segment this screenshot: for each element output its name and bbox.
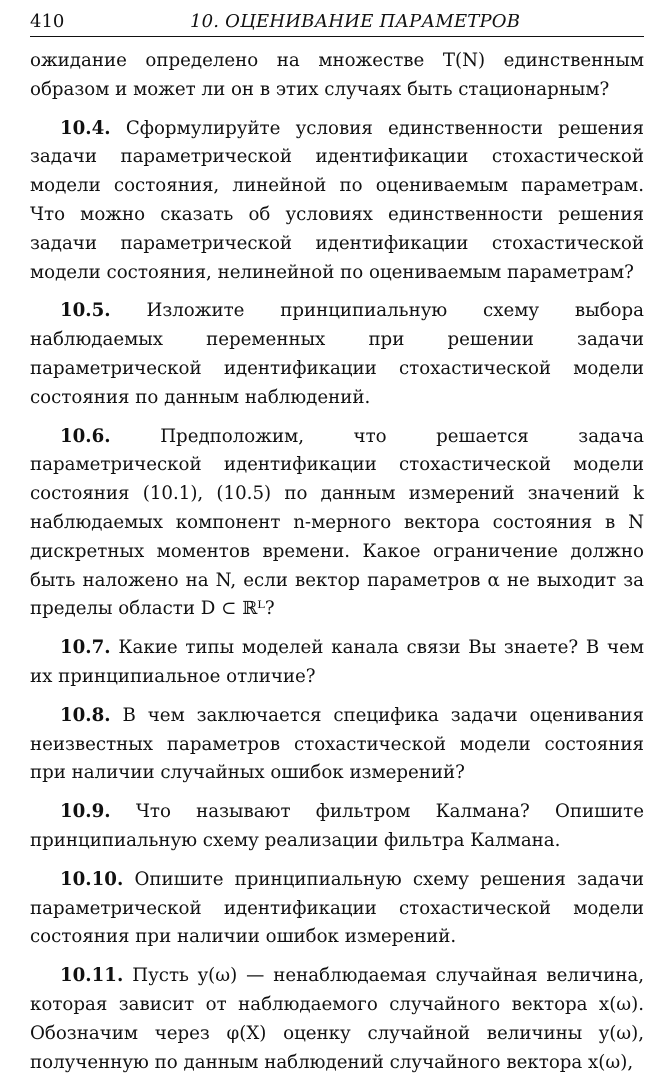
exercise-text: Пусть y(ω) — ненаблюдаемая случайная величина, которая зависит от наблюдаемого случайного вектора x(ω). Обозначим через φ(X) оценку случайной величины y(ω), полученную по данным наблюдений случайного вектора x(ω),	[30, 965, 644, 1073]
exercise-10-7	[30, 634, 644, 692]
exercise-number: 10.9.	[60, 801, 111, 823]
exercise-10-6	[30, 423, 644, 625]
book-page	[30, 10, 644, 1087]
exercise-text: В чем заключается специфика задачи оценивания неизвестных параметров стохастической модели состояния при наличии случайных ошибок измерений?	[30, 704, 644, 784]
exercise-text: Что называют фильтром Калмана? Опишите принципиальную схему реализации фильтра Калмана.	[30, 801, 644, 851]
exercise-10-8	[30, 702, 644, 788]
exercise-10-10	[30, 866, 644, 952]
exercise-text: Сформулируйте условия единственности решения задачи параметрической идентификации стохастической модели состояния, линейной по оцениваемым параметрам. Что можно сказать об условиях единственности решения задачи параметрической идентификации стохастической модели состояния, нелинейной по оцениваемым параметрам?	[30, 117, 644, 283]
paragraph-text: ожидание определено на множестве T(N) единственным образом и может ли он в этих случаях быть стационарным?	[30, 50, 644, 100]
exercise-number: 10.6.	[60, 425, 111, 447]
exercise-number: 10.11.	[60, 965, 124, 987]
exercise-number: 10.10.	[60, 868, 124, 890]
exercise-10-5	[30, 297, 644, 412]
page-body	[30, 47, 644, 1077]
exercise-text: Предположим, что решается задача параметрической идентификации стохастической модели состояния (10.1), (10.5) по данным измерений значений k наблюдаемых компонент n-мерного вектора состояния в N дискретных моментов времени. Какое ограничение должно быть наложено на N, если вектор параметров α не выходит за пределы области D ⊂ ℝᴸ?	[30, 425, 644, 620]
exercise-10-9	[30, 798, 644, 856]
exercise-10-4	[30, 115, 644, 288]
exercise-text: Опишите принципиальную схему решения задачи параметрической идентификации стохастической модели состояния при наличии ошибок измерений.	[30, 868, 644, 948]
exercise-text: Какие типы моделей канала связи Вы знаете? В чем их принципиальное отличие?	[30, 637, 644, 687]
page-number: 410	[30, 11, 65, 32]
exercise-text: Изложите принципиальную схему выбора наблюдаемых переменных при решении задачи параметрической идентификации стохастической модели состояния по данным наблюдений.	[30, 300, 644, 408]
exercise-number: 10.7.	[60, 637, 111, 659]
exercise-number: 10.5.	[60, 300, 111, 322]
paragraph-continuation	[30, 47, 644, 105]
exercise-10-11	[30, 962, 644, 1077]
exercise-number: 10.8.	[60, 704, 111, 726]
running-title: 10. ОЦЕНИВАНИЕ ПАРАМЕТРОВ	[190, 11, 521, 32]
page-header	[30, 10, 644, 37]
exercise-number: 10.4.	[60, 117, 111, 139]
